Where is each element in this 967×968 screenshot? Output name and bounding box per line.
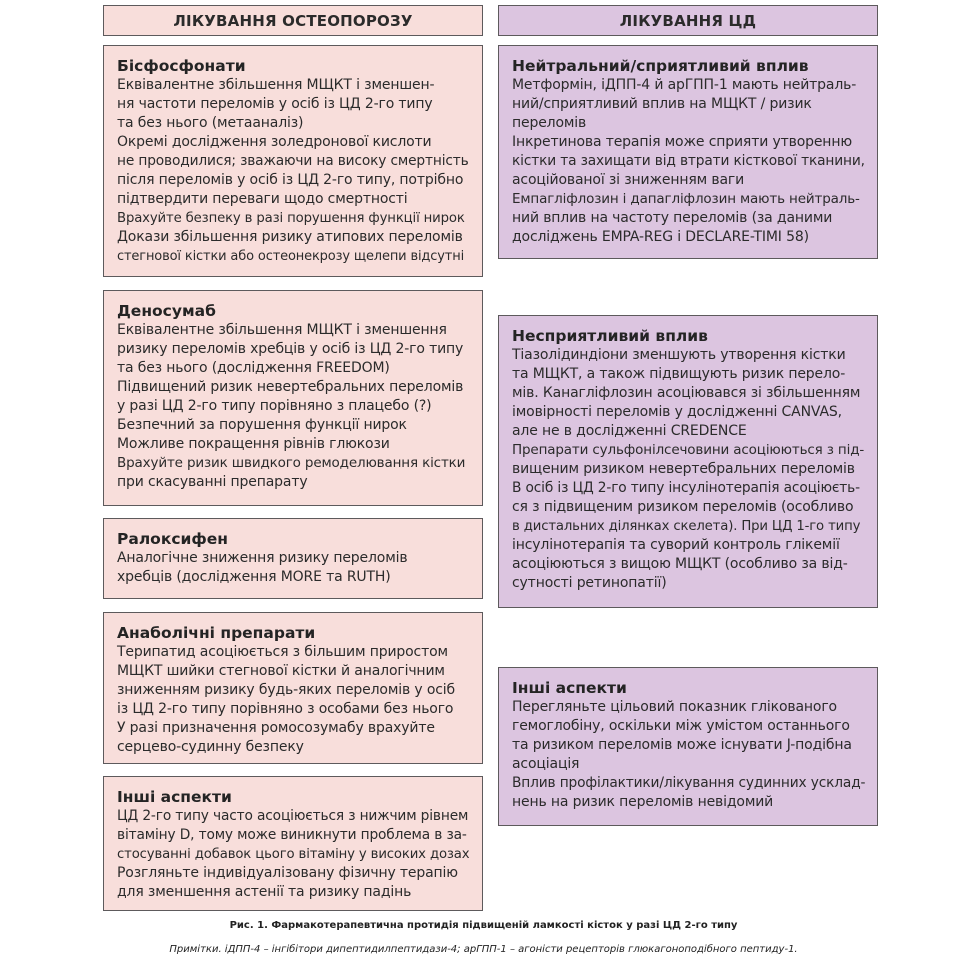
- header-osteoporosis-label: ЛІКУВАННЯ ОСТЕОПОРОЗУ: [173, 11, 413, 30]
- figure-caption-title: Рис. 1. Фармакотерапевтична протидія підвищеній ламкості кісток у разі ЦД 2-го типу: [229, 920, 738, 931]
- box-text-line: вищеним ризиком невертебральних переломів: [512, 461, 855, 477]
- box-text-line: ний/сприятливий вплив на МЩКТ / ризик: [512, 96, 812, 112]
- box-text-line: ризику переломів хребців у осіб із ЦД 2-го типу: [117, 341, 464, 357]
- box-text-line: В осіб із ЦД 2-го типу інсулінотерапія асоціюєть-: [512, 480, 860, 496]
- box-text-line: Окремі дослідження золедронової кислоти: [117, 134, 432, 150]
- box-neutral-favorable-effect: [498, 45, 878, 259]
- box-text-line: У разі призначення ромосозумабу врахуйте: [117, 720, 435, 736]
- box-text-line: Підвищений ризик невертебральних переломів: [117, 379, 464, 395]
- box-text-line: для зменшення астенії та ризику падінь: [117, 884, 412, 900]
- header-osteoporosis-treatment: [103, 5, 483, 36]
- box-text-line: після переломів у осіб із ЦД 2-го типу, потрібно: [117, 172, 464, 188]
- box-text-line: гемоглобіну, оскільки між умістом останнього: [512, 718, 850, 734]
- box-unfavorable-effect: [498, 315, 878, 608]
- box-title: Анаболічні препарати: [117, 624, 316, 642]
- box-text-line: переломів: [512, 115, 587, 131]
- box-text-line: Докази збільшення ризику атипових переломів: [117, 229, 463, 245]
- box-text-line: та без нього (дослідження FREEDOM): [117, 360, 390, 376]
- box-text-line: нень на ризик переломів невідомий: [512, 794, 774, 810]
- box-text-line: ня частоти переломів у осіб із ЦД 2-го типу: [117, 96, 433, 112]
- box-text-line: у разі ЦД 2-го типу порівняно з плацебо (?): [117, 398, 432, 414]
- box-text-line: Безпечний за порушення функції нирок: [117, 417, 407, 433]
- box-title: Нейтральний/сприятливий вплив: [512, 57, 809, 75]
- box-text-line: при скасуванні препарату: [117, 474, 308, 490]
- box-text-line: асоціація: [512, 756, 580, 772]
- box-text-line: імовірності переломів у дослідженні CANVAS,: [512, 404, 842, 420]
- box-text-line: досліджень EMPA-REG і DECLARE-TIMI 58): [512, 229, 809, 245]
- box-title: Інші аспекти: [117, 788, 232, 806]
- box-text-line: інсулінотерапія та суворий контроль глікемії: [512, 537, 840, 553]
- header-diabetes-label: ЛІКУВАННЯ ЦД: [619, 11, 757, 30]
- box-text-line: Врахуйте ризик швидкого ремоделювання кістки: [117, 455, 466, 471]
- box-text-line: МЩКТ шийки стегнової кістки й аналогічним: [117, 663, 445, 679]
- box-text-line: підтвердити переваги щодо смертності: [117, 191, 408, 207]
- box-text-line: Аналогічне зниження ризику переломів: [117, 550, 408, 566]
- box-text-line: сутності ретинопатії): [512, 575, 667, 591]
- box-text-line: зниженням ризику будь-яких переломів у осіб: [117, 682, 455, 698]
- box-text-line: Можливе покращення рівнів глюкози: [117, 436, 390, 452]
- box-text-line: із ЦД 2-го типу порівняно з особами без нього: [117, 701, 454, 717]
- box-text-line: серцево-судинну безпеку: [117, 739, 304, 755]
- box-title: Ралоксифен: [117, 530, 228, 548]
- box-text-line: не проводилися; зважаючи на високу смертність: [117, 153, 469, 169]
- box-denosumab: [103, 290, 483, 506]
- box-text-line: Тіазолідиндіони зменшують утворення кістки: [512, 347, 846, 363]
- box-text-line: в дистальних ділянках скелета). При ЦД 1-го типу: [512, 519, 861, 534]
- header-diabetes-treatment: [498, 5, 878, 36]
- box-text-line: Врахуйте безпеку в разі порушення функції нирок: [117, 211, 465, 226]
- box-text-line: але не в дослідженні CREDENCE: [512, 423, 747, 439]
- box-text-line: Вплив профілактики/лікування судинних усклад-: [512, 775, 866, 791]
- box-bisphosphonates: [103, 45, 483, 277]
- box-title: Несприятливий вплив: [512, 327, 708, 345]
- box-raloxifene: [103, 518, 483, 599]
- box-text-line: мів. Канагліфлозин асоціювався зі збільшенням: [512, 385, 861, 401]
- box-text-line: ся з підвищеним ризиком переломів (особливо: [512, 499, 854, 515]
- figure-caption-note: Примітки. іДПП-4 – інгібітори дипептидилпептидази-4; арГПП-1 – агоністи рецепторів глюкагоноподібного пептиду-1.: [169, 944, 798, 955]
- box-text-line: вітаміну D, тому може виникнути проблема в за-: [117, 827, 467, 843]
- box-text-line: та ризиком переломів може існувати J-подібна: [512, 737, 852, 753]
- box-text-line: стосуванні добавок цього вітаміну у високих дозах: [117, 847, 470, 862]
- box-anabolic-agents: [103, 612, 483, 764]
- box-text-line: Метформін, іДПП-4 й арГПП-1 мають нейтраль-: [512, 77, 857, 93]
- box-text-line: ЦД 2-го типу часто асоціюється з нижчим рівнем: [117, 808, 469, 824]
- box-text-line: Перегляньте цільовий показник глікованого: [512, 699, 837, 715]
- box-title: Інші аспекти: [512, 679, 627, 697]
- box-text-line: Еквівалентне збільшення МЩКТ і зменшен-: [117, 77, 435, 93]
- box-text-line: та МЩКТ, а також підвищують ризик перело-: [512, 366, 846, 382]
- box-title: Деносумаб: [117, 302, 216, 320]
- box-text-line: та без нього (метааналіз): [117, 115, 304, 131]
- box-text-line: ний вплив на частоту переломів (за даними: [512, 210, 833, 226]
- box-text-line: асоціюються з вищою МЩКТ (особливо за від-: [512, 556, 848, 572]
- box-other-aspects-diabetes: [498, 667, 878, 826]
- box-text-line: Препарати сульфонілсечовини асоціюються з під-: [512, 442, 865, 458]
- box-title: Бісфосфонати: [117, 57, 246, 75]
- box-text-line: Розгляньте індивідуалізовану фізичну терапію: [117, 865, 458, 881]
- box-text-line: стегнової кістки або остеонекрозу щелепи відсутні: [117, 249, 465, 264]
- box-text-line: Інкретинова терапія може сприяти утворенню: [512, 134, 852, 150]
- box-text-line: Емпагліфлозин і дапагліфлозин мають нейтраль-: [512, 191, 860, 207]
- box-text-line: Еквівалентне збільшення МЩКТ і зменшення: [117, 322, 447, 338]
- box-text-line: хребців (дослідження MORE та RUTH): [117, 569, 391, 585]
- box-text-line: Терипатид асоціюється з більшим приростом: [117, 644, 448, 660]
- box-other-aspects-osteoporosis: [103, 776, 483, 911]
- box-text-line: асоційованої зі зниженням ваги: [512, 172, 745, 188]
- box-text-line: кістки та захищати від втрати кісткової тканини,: [512, 153, 865, 169]
